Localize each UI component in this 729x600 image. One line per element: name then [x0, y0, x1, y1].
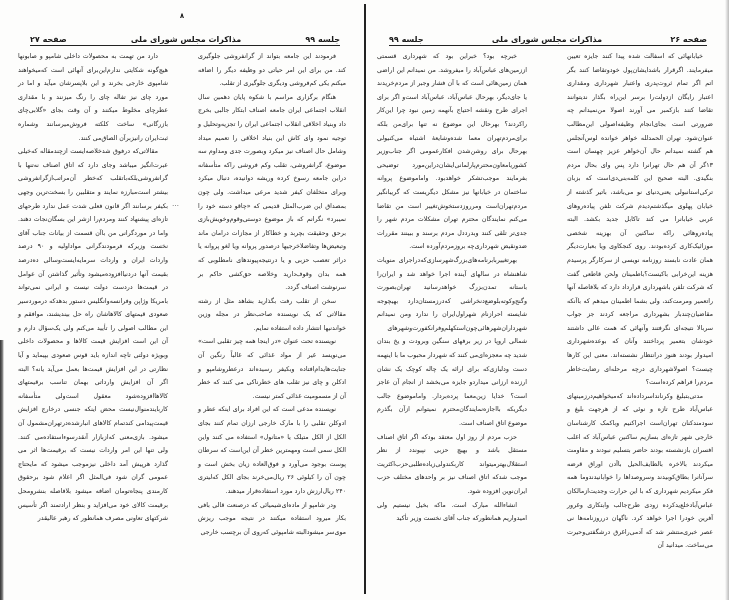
page-number: صفحه ۲۶	[670, 35, 707, 44]
session-number: جلسه ۹۹	[389, 35, 424, 44]
text-column-left	[18, 50, 168, 526]
paragraph: بهرتغییر‌بابرنامه‌های‌بزرگ‌شهرسازی‌که‌دراجرای منویات شاهنشاه در سالهای آینده اجرا خواهد شد و ایران‌را باستانه تمدن‌بزرگ خواهدرسانید تهران‌بصورت وگنج‌وکوته‌بلوضع‌دنخراشی که‌درزمستان‌دارد بهیچوجه شایسته احرازنام شهراول‌ایران را ندارد ومن نمیدانم شهرداران‌شهرهائی‌چون‌استکهلم‌وفرانکفورت‌وشهرهای شمالی اروپا در زیر برفهای سنگین وبرودت و یخ بندان شدید چه معجزه‌ای‌می کنند که شهردار محبوب ما با اینهمه دست ودلبازی‌که برای ارائه یک چاله کوچک یک نشان ارزنده ارزانی میدارد‌و جایزه می‌بخشد از انجام آن عاجز است؟ خدایا زین‌معما پرده‌بردار. واما‌موضوع جالب دیگریکه بااجازه‌نمایندگان‌محترم نمیتوانم ازآن بگذرم موضوع اتاق اصناف است.	[377, 256, 527, 428]
paragraph: دارد من تهمت به محصولات داخلی شامپو و صابونها هیچ‌گونه شکایتی ندارم‌این‌برای آنهائی است که‌میخواهند شامپوی خارجی بخرند و این بلاپسرشان میآید و اما در مورد چای نیز تفاله چای را رنگ میزنند و با مقداری عطرچای مخلوط میکنند و آن وقت بجای «گلابی‌چای بازرگانی» ساخت کلکته فروش‌میرسانند وشماره ثبت‌ایران رانیزبرآن الصاق‌می کنند.	[18, 53, 168, 142]
folio-mark: ۸	[179, 12, 185, 20]
text-column-right	[198, 50, 346, 539]
margin-mark: …	[172, 200, 179, 208]
paragraph: خبرچه بود؟ خبراین بود که شهرداری قسمتی اززمین‌های عباس‌آباد را میفروشد. من نمیدانم این اراضی همان زمین‌هائی است که با آن فشار وجبر از مردم‌خریدند یا جای‌دیگر، بهرحال عباس‌آباد، عباس‌آباد است‌و اگر برای اجرای طرح ونقشه احتیاج بآنهمه زمین نبود چرا این‌کار راکردند؟ بهرحال این موضوع نه تنها برای‌من بلکه برای‌مردم‌تهران معما شده‌وشایعهٔ اشتباه می‌کنیولی بهرحال برای روشن‌شدن افکارعمومی اگر جناب‌وزیر کشور‌یامعاون‌محترم‌پارلمانی‌ایشان‌دراین‌مورد توضیحی بفرمایند موجب‌تشکر خواهدبود. واماموضوع پروانه ساختمان در خیابانها نیز مشکل دیگریست که گریبانگیر مردم‌تهران‌است ومرروزدستخوش‌تغییر است من تقاضا می‌کنم نمایندگان محترم تهران مشکلات مردم شهر را جدی‌تر تلقی کنند وبدردد‌ل مردم برسند و ببینند مقررات ضدونقیض شهرداری‌چه بروزمردم‌آورده است.	[377, 53, 527, 251]
paragraph: هنگام برگزاری مراسم با شکوه پایان دهمین سال انقلاب اجتماعی ایران جامعه اصناف ابتکار جالبی بخرج داد وبنیاد اخلاقی انقلاب اجتماعی ایران را تجزیه‌وتحلیل و توجیه نمود وای کاش این بنیاد اخلاقی را تعمیم میداد وشامل حال اصناف نیز میکرد وبصورت جدی ومداوم سه موضوع، گرانفروشی، تقلب وکم فروشی راکه متأسفانه دراین جامعه رسوخ کرده وریشه دوانیده، دنبال میکرد وبرای متخلفان کیفر شدید مرعی میداشت. ولی چون بمصداق این ضرب‌المثل قدیمی که «چاقو دسته خود را نمیبرد» نگرانم که باز موضوع دوستی‌وقوم‌وخویش‌بازی برحق وحقیقت بچربد و خطاکار از مجازات درامان ماند وتبعیض‌ها وتفاضلا‌خرجیها درصدور پروانه ویا لغو پروانه یا دراثر تعصب حزبی و یا درنتیجه‌پیوندهای نامطلوبی که همه بدان وقوف‌دارید وخلاصه حق‌کشی حاکم بر سرنوشت اصناف گردد.	[198, 93, 346, 292]
page-gutter-divider	[364, 4, 366, 594]
header-title: مذاکرات مجلس شورای ملی	[130, 35, 242, 44]
running-header	[30, 32, 340, 46]
page-left	[0, 0, 364, 600]
paragraph: سخن از تقلب رفت بگذارید بشاهد مثل از رشته مقالاتی که یک نویسنده صاحب‌نظر در مجله وزین خواندنیها انتشار داده استفاده نمایم.	[198, 297, 346, 332]
text-column-left	[377, 50, 527, 526]
text-column-right	[567, 50, 713, 553]
paragraph: مدتی‌بتبلیغ وکرنا‌نداسرداده‌اند که‌میخواهیم‌درزمینهای عباس‌آباد طرح تازه و نوئی که از هرجهت بلیغ و سودمند‌کنان تهران‌است اجرا‌کنیم وباکمک کارشناسان خارجی شهر تازه‌ای بسازیم ساکنین عباس‌آباد که اغلب افسران بازنشسته بودند حاضر بتسلیم نبودند و مقاومت میکردند بالاخره بالطایف‌الحیل باآدن اوراق قرضه سرآنانرا بطاق‌کوبیدند وسروصدا‌ها را خوابانیدند‌وما همه فکر میکردیم شهرداری که با این حرارت وجدیت‌ازمالکان عباس‌آبادخلع‌یدکرده زودی طرح‌جالب وابتکاری وغرور آفرین خود‌را اجرا خواهد کرد. ناگهان درروزنامه‌ها نی عصر خبری‌منتشر شد که آدمی‌راغرق درشگفتی‌وحیرت می‌ساخت. میدانید آن	[567, 392, 713, 550]
session-number: جلسه ۹۹	[305, 35, 340, 44]
paragraph: نویسنده مدعی است که این افراد برای اینکه عطر و ادوکلن تقلبی را با مارک خارجی ارزان تمام کنند بجای الکل از الکل متیلک یا «متانول» استفاده می کنند واین الکل سمی است ومهمترین خطر آن این‌است که سرطان پوست بوجود می‌آورد و فوق‌العاده زیان بخش است و چون آن را کیلوئی ۲۶ ریال‌می‌خرند بجای الکل که‌لیتری ۲۴۰ ریال‌ارزش دارد مورد استفاده‌قرار میدهند.	[198, 406, 346, 495]
paragraph: ودر شامپو از ماده‌ای‌شیمیائی که درصنعت قالی بافی بکار میرود استفاده میکنند در نتیجه موجب ریزش موی‌سر میشود‌البته شامپوئی که‌روی آن برچسب خارجی	[198, 501, 346, 536]
running-header	[389, 32, 707, 46]
paragraph: فرمودند این جامعه بتواند از گرانفروشی جلوگیری کند. من برای این امر حیاتی دو وظیفه دیگر را اضافه میکنم یکی کم‌فروشی ودیگری جلوگیری از تقلب.	[198, 53, 346, 88]
page-right	[367, 0, 729, 600]
header-title: مذاکرات مجلس شورای ملی	[491, 35, 603, 44]
page-number: صفحه ۲۷	[30, 35, 67, 44]
paragraph: حزب مردم از روز اول معتقد بودکه اگر اتاق اصناف مستقل باشد و بهیچ حزبی نپیوندد از نظر استقلال‌بهتر‌میتواند کاربکند‌ولی‌زیاده‌طلبی‌حزب‌اکثریت موجب شدکه اتاق اصناف نیز بر واحدهای مختلف حزب ایران‌نوین افزوده شود.	[377, 433, 527, 495]
paragraph: انشاءالله مبارک است. ماکه بخیل نیستیم ولی امیدواریم همانطورکه جناب آقای نخست وزیر تأکید	[377, 501, 527, 523]
paragraph: خیابانهائی که اسفالت شده پیدا کنند جایزه تعیین میفرمایند. اگرقرار باشدایشان‌پول خودوتقاضا کنند بگر اتم اگر تمام ثروت‌پدری واعتبار شهرداری ومقداری اعتبار رایگان ازدولت‌را برسر این‌راه بگذار ندیتوانند تقاضا کنند بازکمبر می آورند اصولا من‌نمیدانم چه ضرورتی است بجای‌انجام وظیفه‌اصولی این‌مطالب عنوان‌شود. تهران الحمدلله خواهر خوانده لوس‌آنجلس هم گشته نمیدانم حال آن‌خواهر عزیز چهسان است ۱۳گر آن هم حال تهرانرا دارد پس وای بحال مردم بنگیدی. البته صحیح این کلمه‌بنی‌دی‌است که بزبان ترکی‌استانبولی یعنی‌دنیای نو می‌باشد، باتیر گذشته از خیابان پهلوی میگذشتم‌دیدم شرکت تلفن پیاده‌روهای غربی خیابانرا می کند تاکابل جدید بکشد. البته پیاده‌روهائی راکه ساکنین آن بهزینه شخصی موزائیک‌کاری کرده‌بودند. روی کنجکاوی ویا بعبارت‌دیگر همان عادت نابسند روزنامه نویسی از سرکارگر پرسیدم هزینه این‌خرابی باکیست‌؟باطمینان ولحن قاطعی گفت که شرکت تلفن باشهرداری قرارداد دارد که بلافاصله آنها راتعمیر ومرمت‌کند، ولی بشما اطمینان میدهم که باآنکه مقاضیان‌چندبار بشهرداری مراجعه کردند جز جواب سربالا نتیجه‌ای نگرفتند وآنهائی که همت عالی داشتند خودشان بتعمیر پرداختند وآنان که بوعده‌شهرداری امیدوار بودند هنوز درانتظار نشسته‌اند. معنی این کارها چیست؟ اصولاشهرداری درچه مرحله‌ای رضایت‌خاطر مردم‌را فراهم کرده‌است؟	[567, 53, 713, 387]
paragraph: مقالاتی‌که درفوق شدخلاصه‌ایست ازچندمقاله که‌خیلی عبرت‌انگیز میباشد وجای دارد که اتاق اصناف نه‌تنها با گرانفروشی‌بلکه‌باتقلب که‌خطر آن‌مراتب‌ازگرانفروشی بیشتر است‌مبارزه نمایند و متقلبین را بسخت‌ترین وجهی بکیفر برسانند اگر قانون فعلی شدت عمل ندارد طرحهای تازه‌ای پیشنهاد کنند ومردم‌را ازشر این بسگان‌نجات دهند. واما در موردگرانی من باآن قسمت از بیانات جناب آقای نخست وزیرکه فرمودندگرانی مواداولیه و ۹۰ درصد واردات ایران و واردات سرمایه‌ایست‌وسالی ده‌درصد بقیمت آنها دردنیاافزوده‌میشود وتأثیر گذاشتن آن عوامل در قیمت‌ها دردست دولت نیست و ایرانی نمی‌تواند بامریکا وژاپن وفرانسه‌وانگلیس دستور بدهدکه درموردسیر صعودی قیمتهای کالاهاشان راه حل بیندیشند، موافقم و این مطالب اصولی را تأیید می‌کنم ولی یک‌سؤال دارم و آن این است افزایش قیمت کالاها و محصولات داخلی وبویژه دولتی تاچه اندازه باید قوس صعودی بپیماید و آیا نظارتی در این افزایش قیمت‌ها بعمل می‌آید یانه؟ البته اگر آن افزایش وارداتی بهمان تناسب برقیمتهای کالاهاافزوده‌شود معقول است‌ولی متأسفانه کاربایندمنوال‌نیست محض اینکه جنسی درخارج افزایش قیمت‌پیدامی کندتمام کالاهای انبارشده‌درتهران‌مشمول آن میشود. بازی‌معنی که‌ازبازار آنقدرسوءاستفاده‌می کنند. ولی تنها این امر واردات نیست که برقیمت‌ها اثر می گذارد هرپیش آمد داخلی نیزموجب میشود که مایحتاج عمومی گران شود فی‌المثل اگر اعلام شود برحقوق کارمندی پنجاه‌تومان اضافه میشود بلافاصله بنشرومحل برقیمت کالای خود می‌افزاید و بنظر ارادتمند اگر تأسیس شرکتهای تعاونی مصرف همانطور که رهبر عالیقدر	[18, 148, 168, 523]
paragraph: نویسنده تحت عنوان «در اینجا همه چیز تقلبی است» می‌نویسد غیر از مواد غذائی که غالباً رنگین آن جنایت‌هایدام‌افتاده وبکیفر رسیده‌اند درعطروشامپو و ادکلن و چای نیز تقلب های خطرناکی می کنند که خطر آن از مسمومیت غذائی کمتر نیست.	[198, 338, 346, 400]
